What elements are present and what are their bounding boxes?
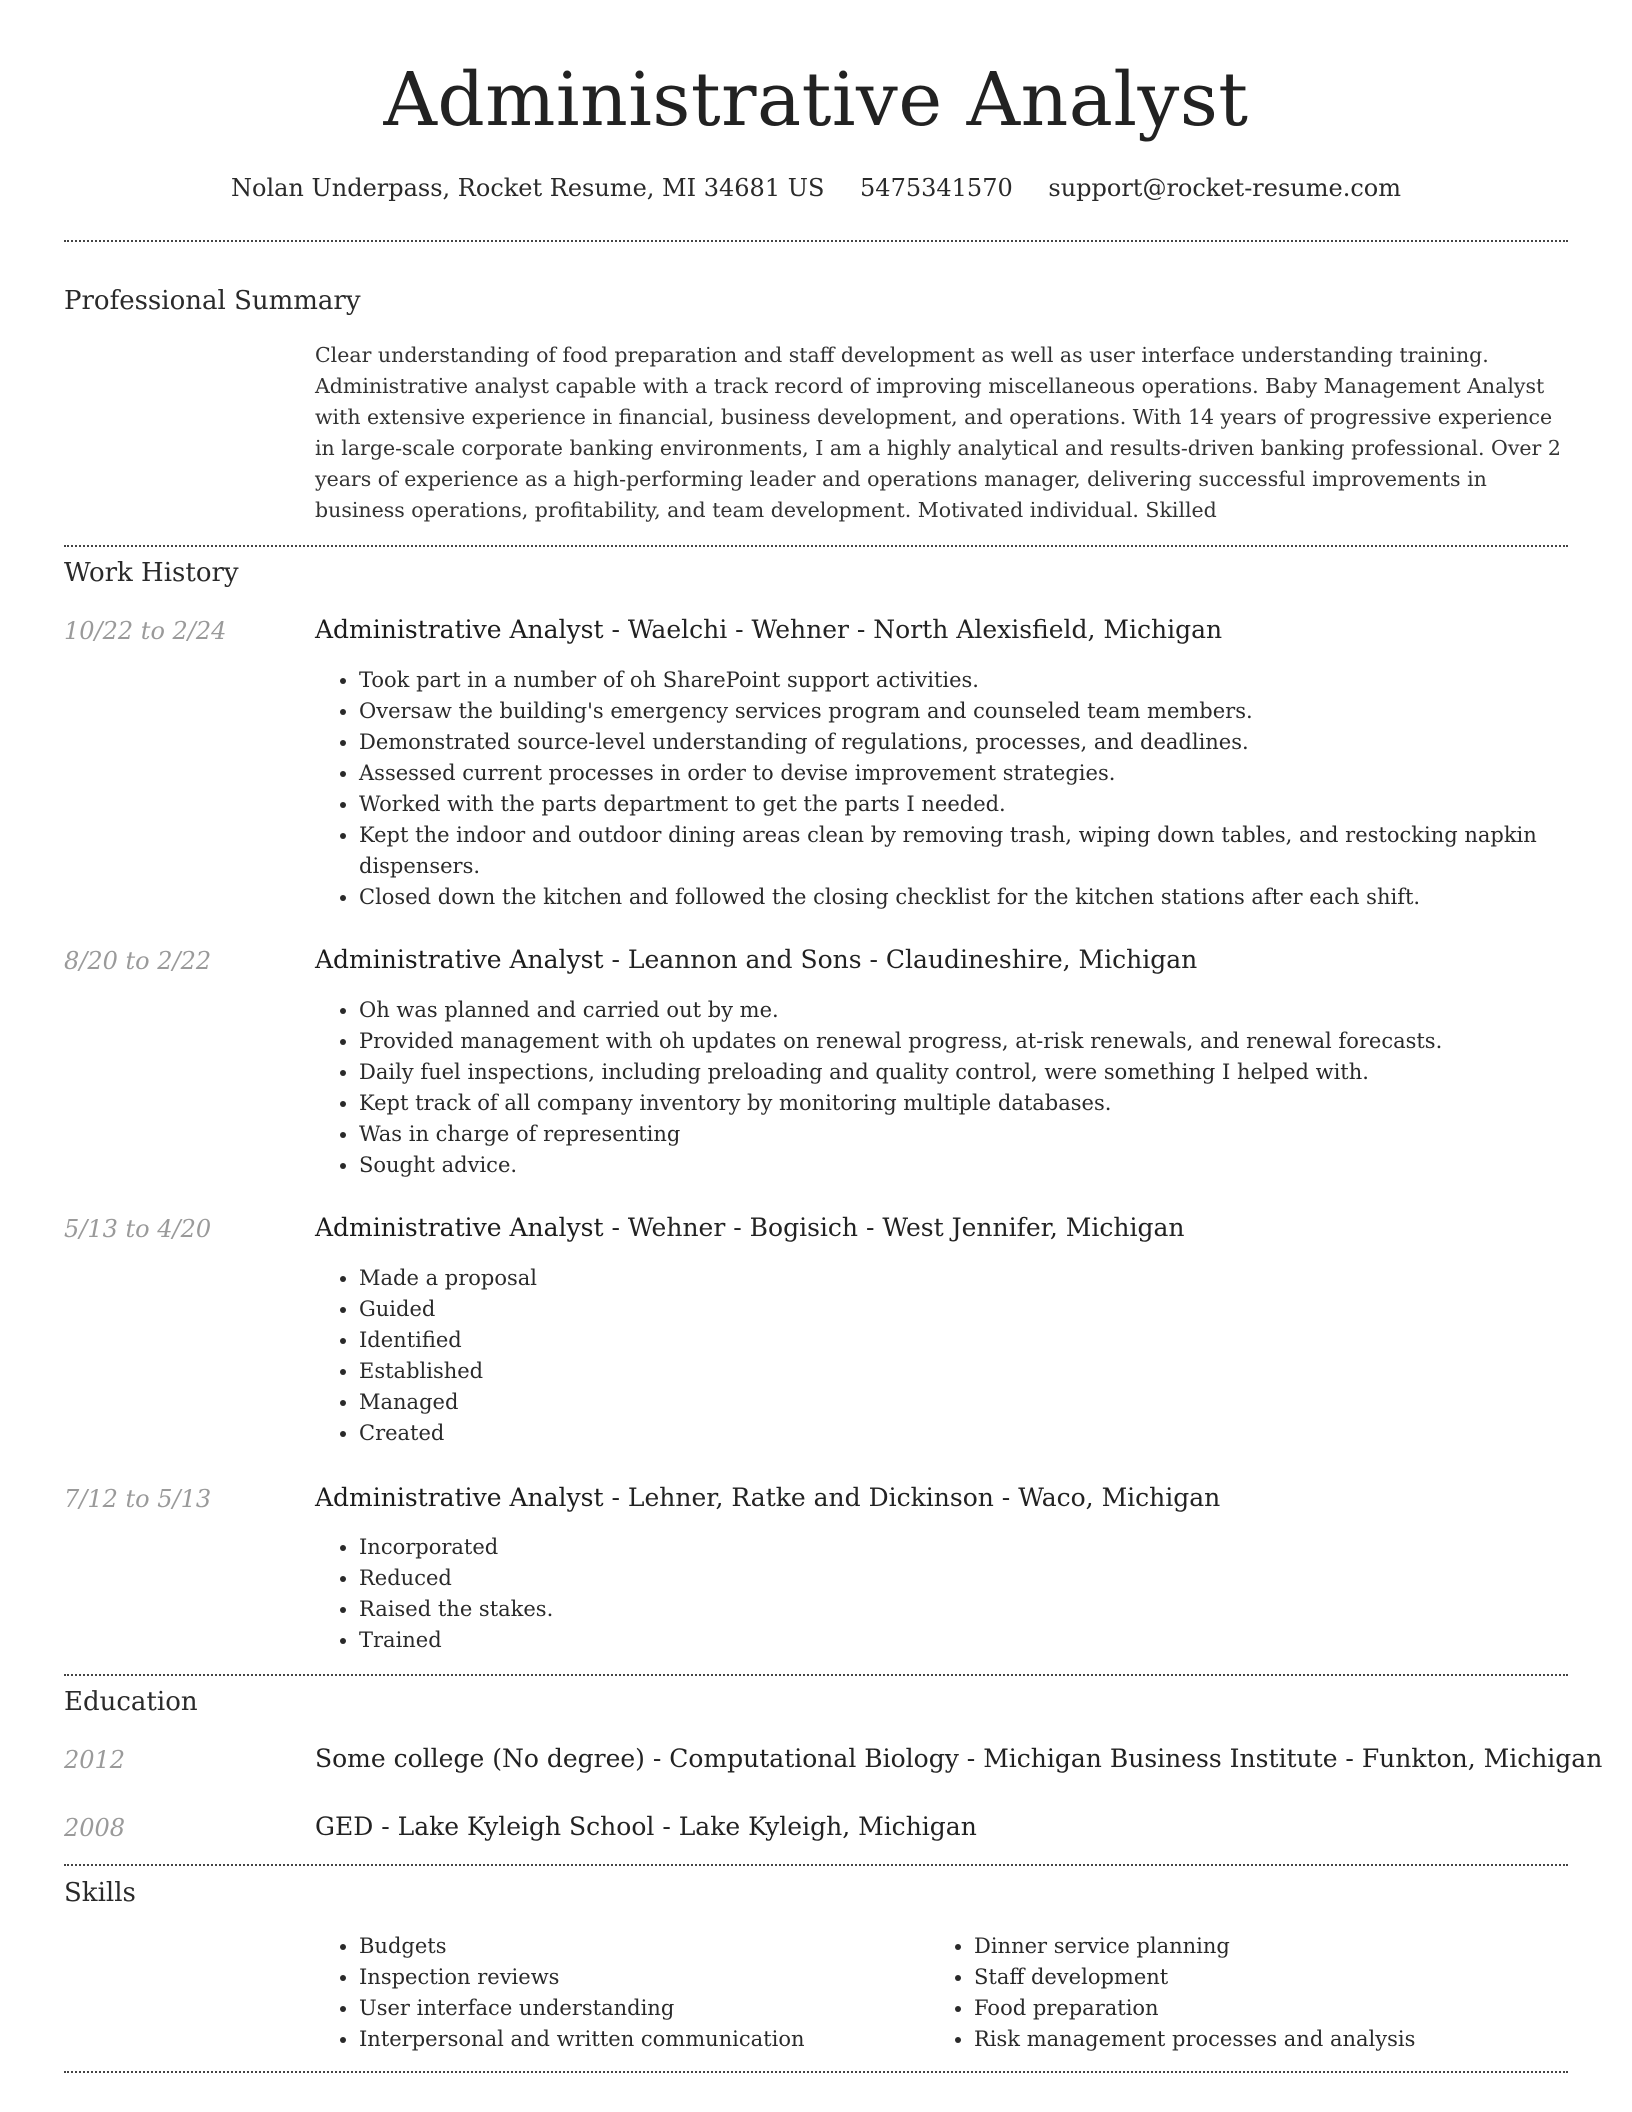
education-degree: GED bbox=[315, 1812, 374, 1841]
section-title-education: Education bbox=[64, 1687, 198, 1717]
education-school: - Michigan Business Institute - Funkton, Michigan bbox=[958, 1744, 1603, 1773]
divider bbox=[64, 240, 1568, 242]
list-item: • Provided management with oh updates on renewal progress, at-risk renewals, and renewal forecasts. bbox=[359, 1026, 1559, 1057]
skills-list-right bbox=[930, 1931, 1574, 2055]
list-item: • Kept track of all company inventory by monitoring multiple databases. bbox=[359, 1088, 1559, 1119]
education-entry bbox=[315, 1811, 977, 1843]
skill-item: • Inspection reviews bbox=[359, 1962, 919, 1993]
job-role: Administrative Analyst bbox=[315, 1213, 604, 1242]
job-dates: 8/20 to 2/22 bbox=[64, 947, 212, 975]
list-item: • Identified bbox=[359, 1325, 1559, 1356]
section-title-skills: Skills bbox=[64, 1878, 136, 1908]
skill-item: • Interpersonal and written communication bbox=[359, 2024, 919, 2055]
job-title bbox=[315, 944, 1197, 976]
list-item: • Daily fuel inspections, including preloading and quality control, were something I helped with. bbox=[359, 1057, 1559, 1088]
section-title-work: Work History bbox=[64, 558, 239, 588]
job-bullets bbox=[315, 665, 1559, 913]
job-employer: - Wehner - Bogisich - West Jennifer, Michigan bbox=[603, 1213, 1185, 1242]
skill-item: • Risk management processes and analysis bbox=[974, 2024, 1574, 2055]
job-role: Administrative Analyst bbox=[315, 615, 604, 644]
list-item: • Was in charge of representing bbox=[359, 1119, 1559, 1150]
education-year: 2008 bbox=[64, 1814, 126, 1842]
divider bbox=[64, 2071, 1568, 2073]
summary-text: Clear understanding of food preparation and staff development as well as user interface understanding training. Administrative analyst capable with a track record of improving miscellaneous operations. Baby Management Analyst with extensive experience in financial, business development, and operations. With 14 years of progressive experience in large-scale corporate banking environments, I am a highly analytical and results-driven banking professional. Over 2 years of experience as a high-performing leader and operations manager, delivering successful improvements in business operations, profitability, and team development. Motivated individual. Skilled bbox=[315, 343, 1561, 522]
job-employer: - Waelchi - Wehner - North Alexisfield, Michigan bbox=[603, 615, 1223, 644]
job-title bbox=[315, 1212, 1184, 1244]
divider bbox=[64, 1674, 1568, 1676]
list-item: • Closed down the kitchen and followed the closing checklist for the kitchen stations after each shift. bbox=[359, 882, 1559, 913]
divider bbox=[64, 1864, 1568, 1866]
list-item: • Guided bbox=[359, 1294, 1559, 1325]
contact-email: support@rocket-resume.com bbox=[1048, 174, 1401, 202]
skill-item: • Budgets bbox=[359, 1931, 919, 1962]
list-item: • Trained bbox=[359, 1625, 1559, 1656]
skills-list-left bbox=[315, 1931, 919, 2055]
job-employer: - Lehner, Ratke and Dickinson - Waco, Michigan bbox=[603, 1483, 1221, 1512]
job-role: Administrative Analyst bbox=[315, 1483, 604, 1512]
list-item: • Managed bbox=[359, 1387, 1559, 1418]
job-bullets bbox=[315, 995, 1559, 1181]
list-item: • Sought advice. bbox=[359, 1150, 1559, 1181]
list-item: • Kept the indoor and outdoor dining areas clean by removing trash, wiping down tables, and restocking napkin dispensers. bbox=[359, 820, 1559, 882]
list-item: • Created bbox=[359, 1418, 1559, 1449]
job-dates: 10/22 to 2/24 bbox=[64, 617, 227, 645]
list-item: • Oversaw the building's emergency services program and counseled team members. bbox=[359, 696, 1559, 727]
list-item: • Demonstrated source-level understanding of regulations, processes, and deadlines. bbox=[359, 727, 1559, 758]
job-dates: 7/12 to 5/13 bbox=[64, 1485, 212, 1513]
divider bbox=[64, 545, 1568, 547]
skill-item: • Dinner service planning bbox=[974, 1931, 1574, 1962]
education-degree: Some college (No degree) - Computational Biology bbox=[315, 1744, 959, 1773]
skill-item: • Staff development bbox=[974, 1962, 1574, 1993]
list-item: • Reduced bbox=[359, 1563, 1559, 1594]
list-item: • Assessed current processes in order to devise improvement strategies. bbox=[359, 758, 1559, 789]
job-role: Administrative Analyst bbox=[315, 945, 604, 974]
job-bullets bbox=[315, 1263, 1559, 1449]
contact-address: Nolan Underpass, Rocket Resume, MI 34681 US bbox=[231, 174, 825, 202]
education-school: - Lake Kyleigh School - Lake Kyleigh, Michigan bbox=[373, 1812, 977, 1841]
list-item: • Oh was planned and carried out by me. bbox=[359, 995, 1559, 1026]
skill-item: • User interface understanding bbox=[359, 1993, 919, 2024]
job-title bbox=[315, 1482, 1220, 1514]
skill-item: • Food preparation bbox=[974, 1993, 1574, 2024]
list-item: • Incorporated bbox=[359, 1532, 1559, 1563]
education-year: 2012 bbox=[64, 1746, 126, 1774]
contact-line bbox=[0, 172, 1632, 204]
job-title bbox=[315, 614, 1222, 646]
job-bullets bbox=[315, 1532, 1559, 1656]
list-item: • Established bbox=[359, 1356, 1559, 1387]
contact-phone: 5475341570 bbox=[860, 174, 1013, 202]
education-entry bbox=[315, 1743, 1602, 1775]
job-dates: 5/13 to 4/20 bbox=[64, 1215, 212, 1243]
section-title-summary: Professional Summary bbox=[64, 286, 361, 316]
resume-name: Administrative Analyst bbox=[383, 57, 1249, 143]
list-item: • Made a proposal bbox=[359, 1263, 1559, 1294]
list-item: • Worked with the parts department to get the parts I needed. bbox=[359, 789, 1559, 820]
job-employer: - Leannon and Sons - Claudineshire, Michigan bbox=[603, 945, 1198, 974]
list-item: • Took part in a number of oh SharePoint support activities. bbox=[359, 665, 1559, 696]
list-item: • Raised the stakes. bbox=[359, 1594, 1559, 1625]
